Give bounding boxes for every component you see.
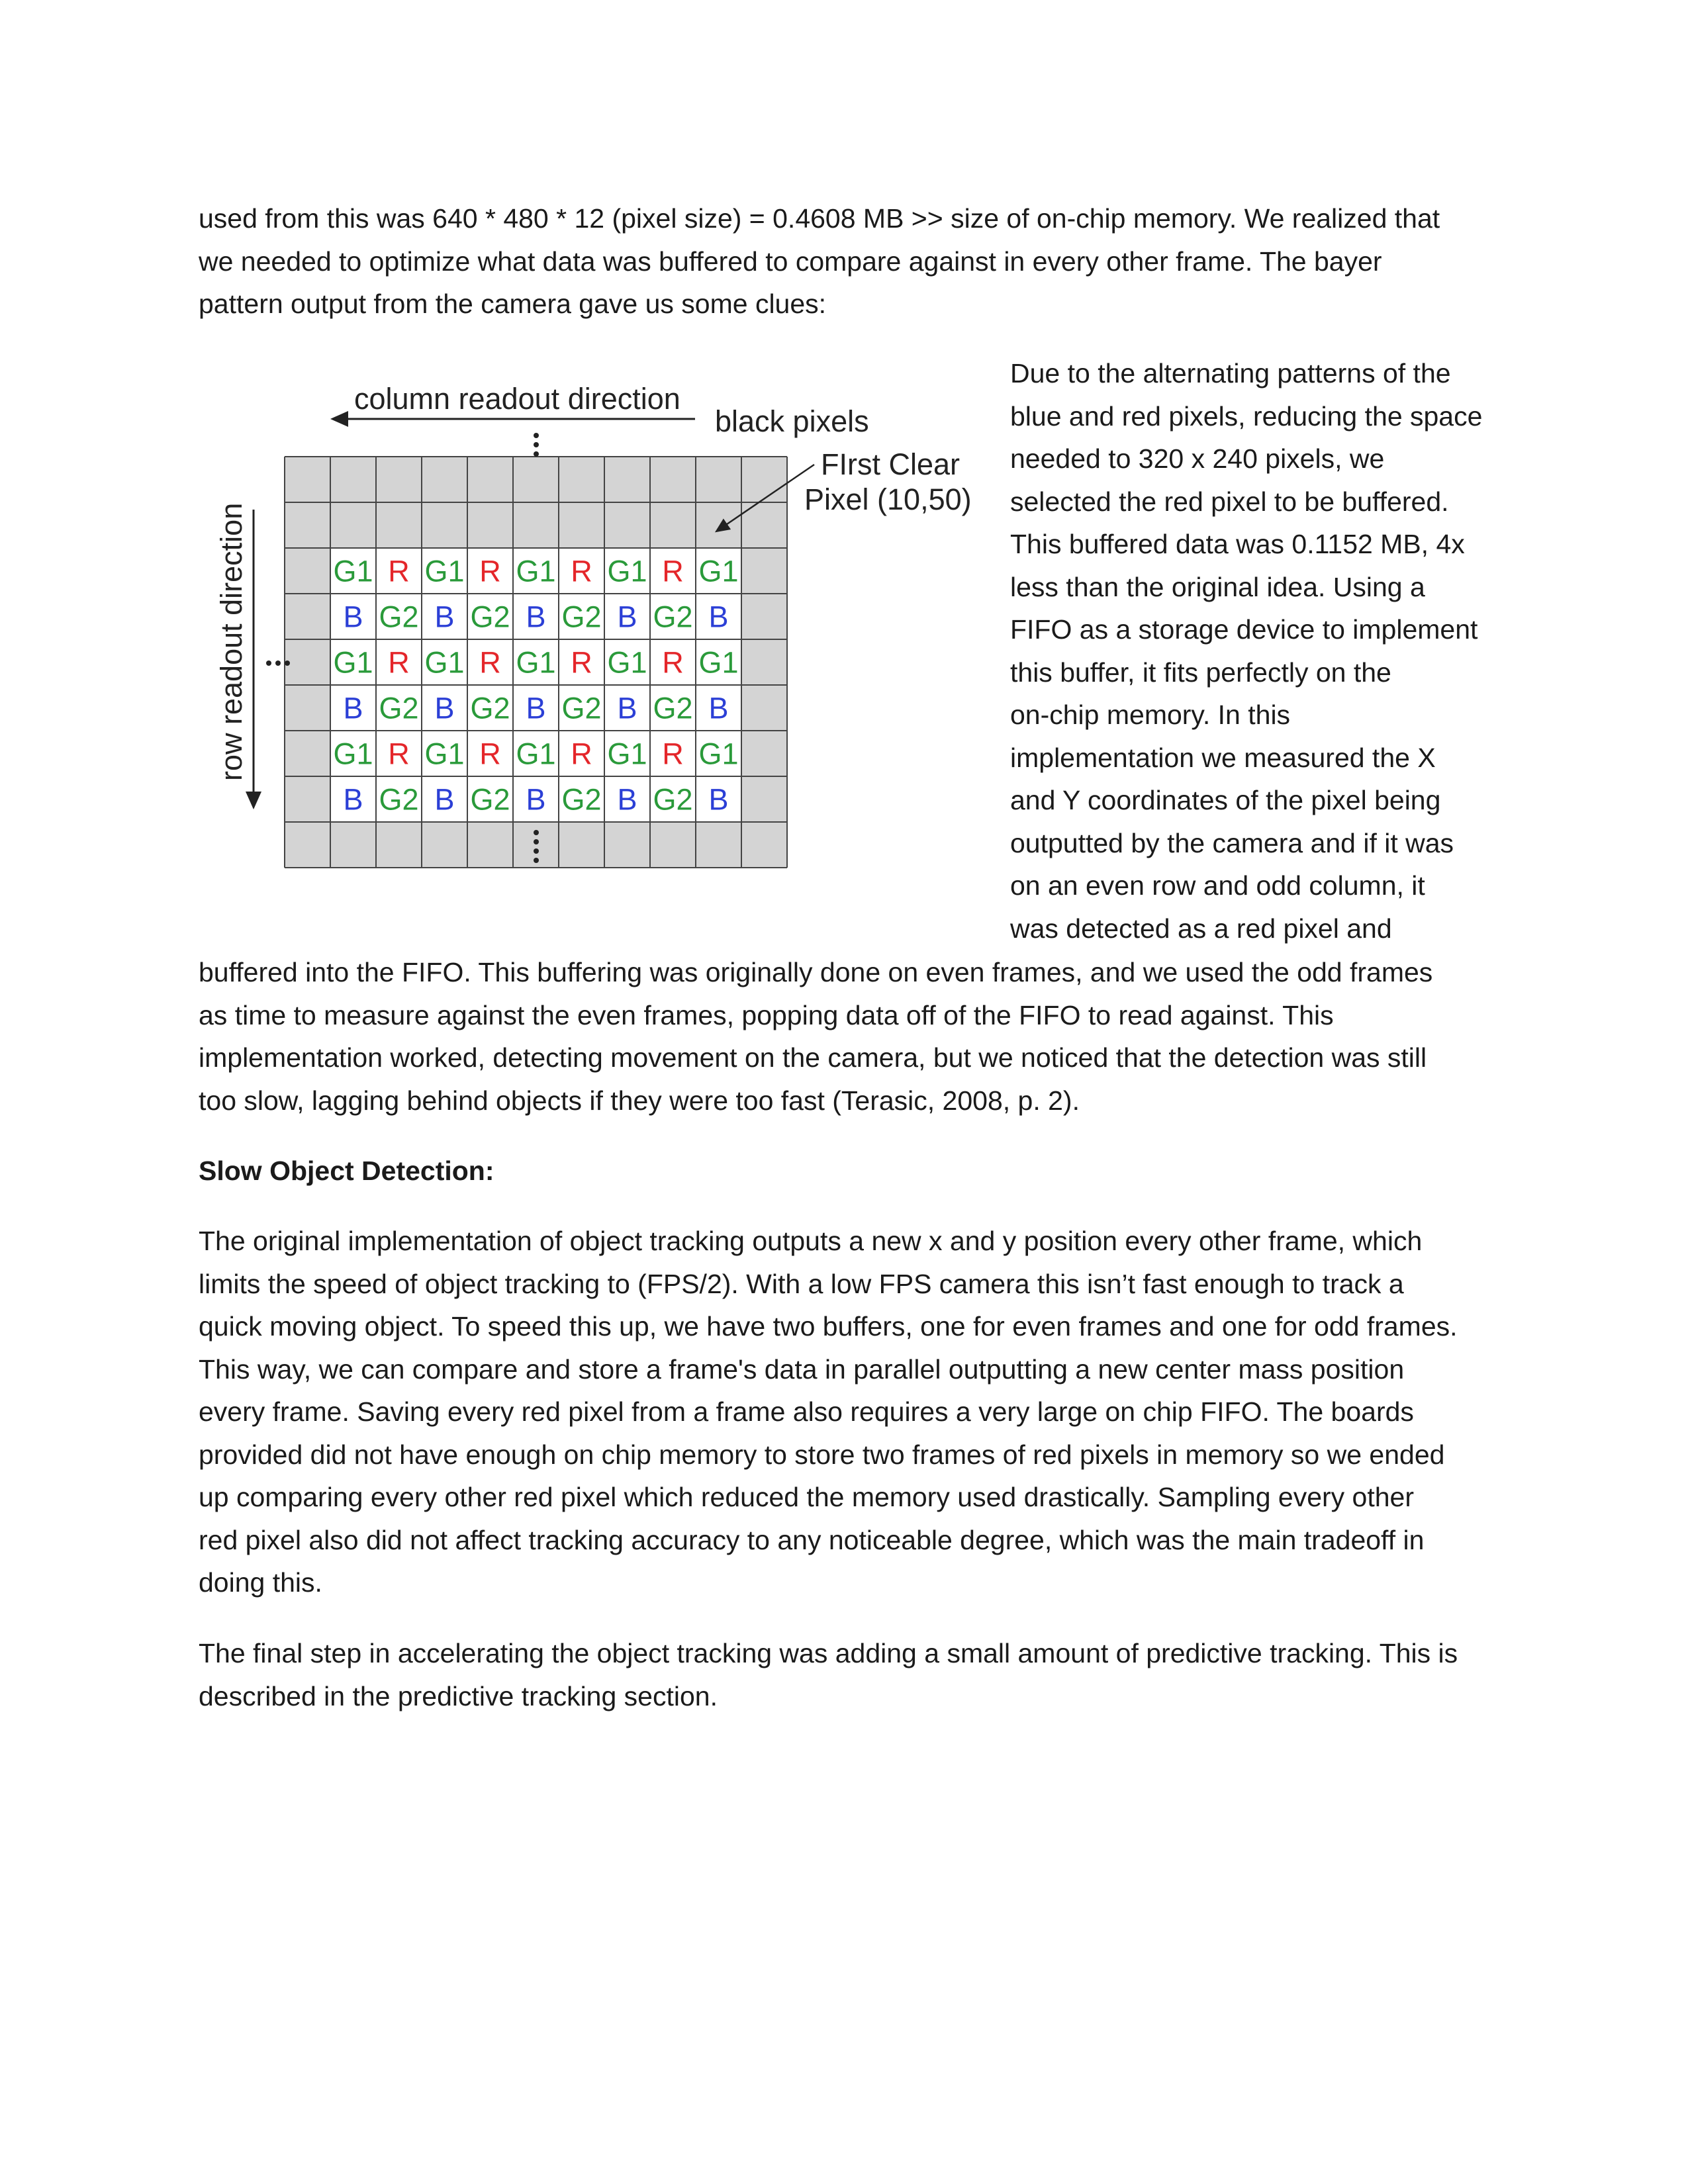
- bayer-cell-label: G1: [516, 554, 556, 588]
- horizontal-ellipsis-left: [266, 660, 290, 666]
- bayer-cell-label: B: [617, 782, 637, 817]
- section-heading: Slow Object Detection:: [199, 1156, 494, 1186]
- bayer-cell-label: G1: [424, 737, 465, 771]
- bayer-cell-label: G2: [653, 691, 693, 725]
- bayer-cell-label: B: [617, 691, 637, 725]
- bayer-cell-label: R: [479, 554, 501, 588]
- bayer-cell-label: R: [479, 645, 501, 680]
- vertical-ellipsis-top: [534, 433, 539, 457]
- bayer-cell-label: R: [388, 737, 410, 771]
- text-line: red pixel also did not affect tracking accuracy to any noticeable degree, which was the main tradeoff in: [199, 1524, 1425, 1555]
- side-paragraph: [1010, 352, 1482, 950]
- bayer-cell-label: R: [388, 554, 410, 588]
- bayer-cell-label: B: [526, 782, 546, 817]
- bayer-cell-label: B: [343, 782, 363, 817]
- bayer-cell-label: R: [479, 737, 501, 771]
- bayer-cell-label: R: [388, 645, 410, 680]
- bayer-cell-label: G2: [561, 782, 602, 817]
- text-line: provided did not have enough on chip memory to store two frames of red pixels in memory so we ended: [199, 1439, 1445, 1470]
- text-line: limits the speed of object tracking to (FPS/2). With a low FPS camera this isn’t fast enough to track a: [199, 1268, 1404, 1299]
- bayer-cell-label: R: [571, 645, 592, 680]
- bayer-cell-label: B: [526, 600, 546, 634]
- text-line: we needed to optimize what data was buffered to compare against in every other frame. The bayer: [199, 246, 1382, 277]
- bayer-pattern-figure: [212, 377, 986, 893]
- text-line: and Y coordinates of the pixel being: [1010, 785, 1441, 815]
- bayer-cell-label: G1: [698, 645, 739, 680]
- bayer-cell-label: G1: [516, 737, 556, 771]
- first-clear-label-line2: Pixel (10,50): [804, 482, 972, 516]
- text-line: This way, we can compare and store a frame's data in parallel outputting a new center mass position: [199, 1353, 1405, 1385]
- bayer-cell-label: G2: [561, 691, 602, 725]
- bayer-cell-label: G1: [424, 554, 465, 588]
- text-line: blue and red pixels, reducing the space: [1010, 400, 1483, 432]
- bayer-cell-label: R: [662, 645, 684, 680]
- text-line: buffered into the FIFO. This buffering was originally done on even frames, and we used the odd frames: [199, 957, 1433, 987]
- text-line: less than the original idea. Using a: [1010, 571, 1425, 602]
- bayer-cell-label: G2: [379, 600, 419, 634]
- bayer-cell-label: G1: [333, 554, 373, 588]
- bayer-cell-label: G1: [516, 645, 556, 680]
- text-line: implementation we measured the X: [1010, 742, 1436, 773]
- bayer-cell-label: G1: [333, 737, 373, 771]
- bayer-cell-label: G1: [607, 554, 647, 588]
- bayer-cell-label: B: [343, 691, 363, 725]
- bayer-cell-label: G1: [698, 554, 739, 588]
- bayer-cell-label: G1: [424, 645, 465, 680]
- bayer-cell-label: B: [708, 600, 729, 634]
- text-line: outputted by the camera and if it was: [1010, 827, 1454, 858]
- text-line: needed to 320 x 240 pixels, we: [1010, 443, 1385, 474]
- text-line: The original implementation of object tracking outputs a new x and y position every other frame, which: [199, 1226, 1423, 1256]
- bayer-cell-label: G2: [561, 600, 602, 634]
- black-pixels-label: black pixels: [715, 404, 869, 438]
- text-line: FIFO as a storage device to implement: [1010, 614, 1478, 645]
- text-line: implementation worked, detecting movement on the camera, but we noticed that the detection was still: [199, 1042, 1427, 1073]
- text-line: selected the red pixel to be buffered.: [1010, 486, 1449, 517]
- bayer-cell-label: B: [708, 782, 729, 817]
- text-line: every frame. Saving every red pixel from a frame also requires a very large on chip FIFO. The boards: [199, 1396, 1414, 1427]
- bayer-cell-label: G2: [470, 782, 510, 817]
- bayer-cell-label: G1: [607, 737, 647, 771]
- text-line: The final step in accelerating the object tracking was adding a small amount of predictive tracking. This is: [199, 1638, 1458, 1668]
- bayer-cell-label: G2: [379, 782, 419, 817]
- text-line: this buffer, it fits perfectly on the: [1010, 657, 1391, 688]
- first-clear-label-line1: FIrst Clear: [821, 447, 961, 481]
- text-line: too slow, lagging behind objects if they were too fast (Terasic, 2008, p. 2).: [199, 1085, 1080, 1116]
- bayer-cell-label: G1: [607, 645, 647, 680]
- text-line: up comparing every other red pixel which reduced the memory used drastically. Sampling every other: [199, 1482, 1415, 1512]
- text-line: Due to the alternating patterns of the: [1010, 358, 1451, 388]
- bayer-cell-label: B: [434, 782, 455, 817]
- bayer-cell-label: G2: [470, 600, 510, 634]
- text-line: on an even row and odd column, it: [1010, 870, 1425, 901]
- bayer-cell-label: G1: [698, 737, 739, 771]
- text-line: described in the predictive tracking section.: [199, 1680, 718, 1711]
- text-line: was detected as a red pixel and: [1010, 913, 1392, 944]
- bayer-cell-label: G2: [379, 691, 419, 725]
- text-line: used from this was 640 * 480 * 12 (pixel size) = 0.4608 MB >> size of on-chip memory. We realized that: [199, 203, 1440, 234]
- bayer-cell-label: G2: [470, 691, 510, 725]
- bayer-cell-label: G1: [333, 645, 373, 680]
- row-readout-label: row readout direction: [214, 502, 248, 781]
- text-line: doing this.: [199, 1567, 322, 1598]
- text-line: pattern output from the camera gave us some clues:: [199, 289, 827, 319]
- text-line: This buffered data was 0.1152 MB, 4x: [1010, 529, 1465, 559]
- text-line: quick moving object. To speed this up, we have two buffers, one for even frames and one for odd frames.: [199, 1311, 1458, 1342]
- bayer-cell-label: B: [434, 691, 455, 725]
- bayer-cell-label: R: [662, 737, 684, 771]
- bayer-cell-label: G2: [653, 782, 693, 817]
- text-line: on-chip memory. In this: [1010, 700, 1291, 730]
- bayer-cell-label: B: [434, 600, 455, 634]
- bayer-cell-label: B: [343, 600, 363, 634]
- final-step-paragraph: [199, 1632, 1458, 1717]
- column-readout-label: column readout direction: [354, 382, 680, 416]
- text-line: as time to measure against the even frames, popping data off of the FIFO to read against. This: [199, 999, 1334, 1030]
- bayer-cell-label: G2: [653, 600, 693, 634]
- bayer-cell-label: R: [571, 737, 592, 771]
- slow-detection-paragraph: [199, 1220, 1458, 1604]
- continuation-paragraph: [199, 951, 1432, 1122]
- bayer-cell-label: B: [526, 691, 546, 725]
- bayer-cell-label: B: [617, 600, 637, 634]
- bayer-pattern-diagram: [212, 377, 986, 893]
- bayer-cell-label: R: [571, 554, 592, 588]
- bayer-cell-label: B: [708, 691, 729, 725]
- bayer-cell-label: R: [662, 554, 684, 588]
- intro-paragraph: [199, 197, 1440, 326]
